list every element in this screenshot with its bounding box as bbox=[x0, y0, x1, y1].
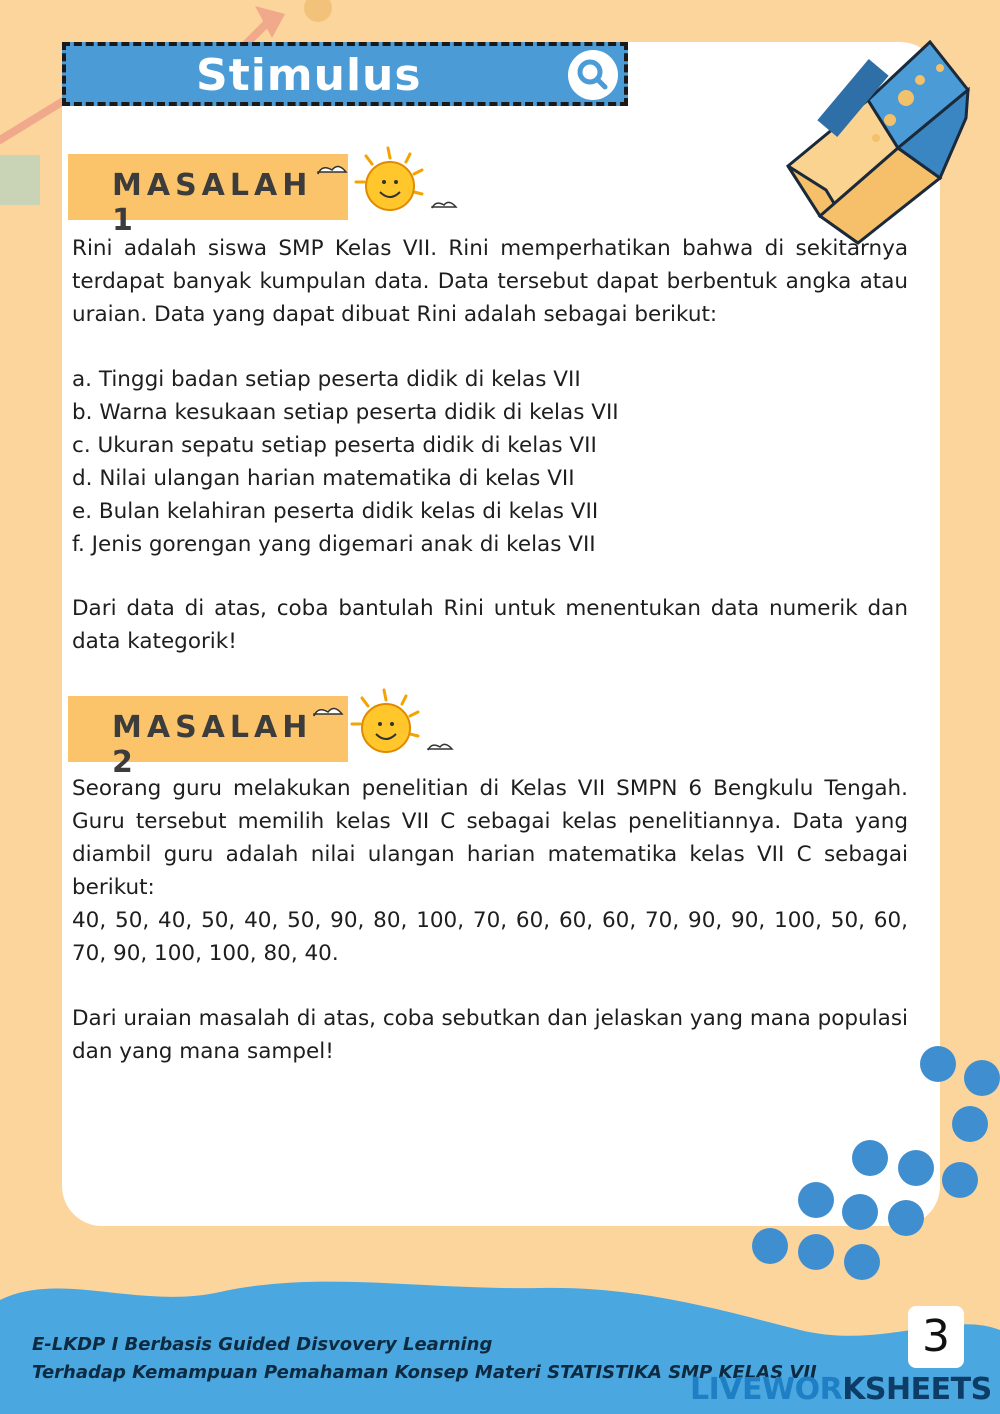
search-icon bbox=[568, 50, 618, 100]
liveworksheets-watermark bbox=[690, 1372, 992, 1407]
list-item: a. Tinggi badan setiap peserta didik di kelas VII bbox=[72, 367, 581, 392]
masalah-1-label: MASALAH 1 bbox=[112, 168, 313, 238]
sun-icon bbox=[314, 146, 464, 226]
watermark-part-2: KSHEETS bbox=[842, 1372, 992, 1407]
list-item: b. Warna kesukaan setiap peserta didik di kelas VII bbox=[72, 400, 619, 425]
sun-icon bbox=[310, 688, 460, 768]
footer-line-1: E-LKDP I Berbasis Guided Disvovery Learning bbox=[32, 1334, 493, 1355]
list-item: c. Ukuran sepatu setiap peserta didik di kelas VII bbox=[72, 433, 597, 458]
masalah-1-intro: Rini adalah siswa SMP Kelas VII. Rini memperhatikan bahwa di sekitarnya terdapat banyak kumpulan data. Data tersebut dapat berbentuk angka atau uraian. Data yang dapat dibuat Rini adalah sebagai berikut: bbox=[72, 236, 908, 327]
masalah-1-list bbox=[72, 363, 619, 561]
masalah-2-intro: Seorang guru melakukan penelitian di Kelas VII SMPN 6 Bengkulu Tengah. Guru tersebut memilih kelas VII C sebagai kelas penelitiannya. Data yang diambil guru adalah nilai ulangan harian matematika kelas VII C sebagai berikut: bbox=[72, 776, 908, 900]
watermark-part-1: LIVEWOR bbox=[690, 1372, 843, 1407]
footer-line-2: Terhadap Kemampuan Pemahaman Konsep Materi STATISTIKA SMP KELAS VII bbox=[32, 1362, 817, 1383]
header-banner bbox=[62, 42, 628, 106]
masalah-1-label-box bbox=[68, 154, 348, 238]
page-title: Stimulus bbox=[196, 50, 422, 101]
masalah-2-label: MASALAH 2 bbox=[112, 710, 313, 780]
masalah-1-question: Dari data di atas, coba bantulah Rini untuk menentukan data numerik dan data kategorik! bbox=[72, 596, 908, 654]
list-item: d. Nilai ulangan harian matematika di kelas VII bbox=[72, 466, 575, 491]
masalah-2-question: Dari uraian masalah di atas, coba sebutkan dan jelaskan yang mana populasi dan yang mana sampel! bbox=[72, 1006, 909, 1064]
search-button[interactable] bbox=[568, 50, 618, 100]
masalah-2-data: 40, 50, 40, 50, 40, 50, 90, 80, 100, 70, 60, 60, 60, 70, 90, 90, 100, 50, 60, 70, 90, 100, 100, 80, 40. bbox=[72, 908, 908, 966]
page-number: 3 bbox=[908, 1306, 964, 1368]
dots-decoration-icon bbox=[730, 1040, 1000, 1300]
masalah-2-label-box bbox=[68, 696, 348, 780]
list-item: f. Jenis gorengan yang digemari anak di kelas VII bbox=[72, 532, 596, 557]
list-item: e. Bulan kelahiran peserta didik kelas di kelas VII bbox=[72, 499, 599, 524]
eraser-illustration-icon bbox=[780, 38, 980, 248]
